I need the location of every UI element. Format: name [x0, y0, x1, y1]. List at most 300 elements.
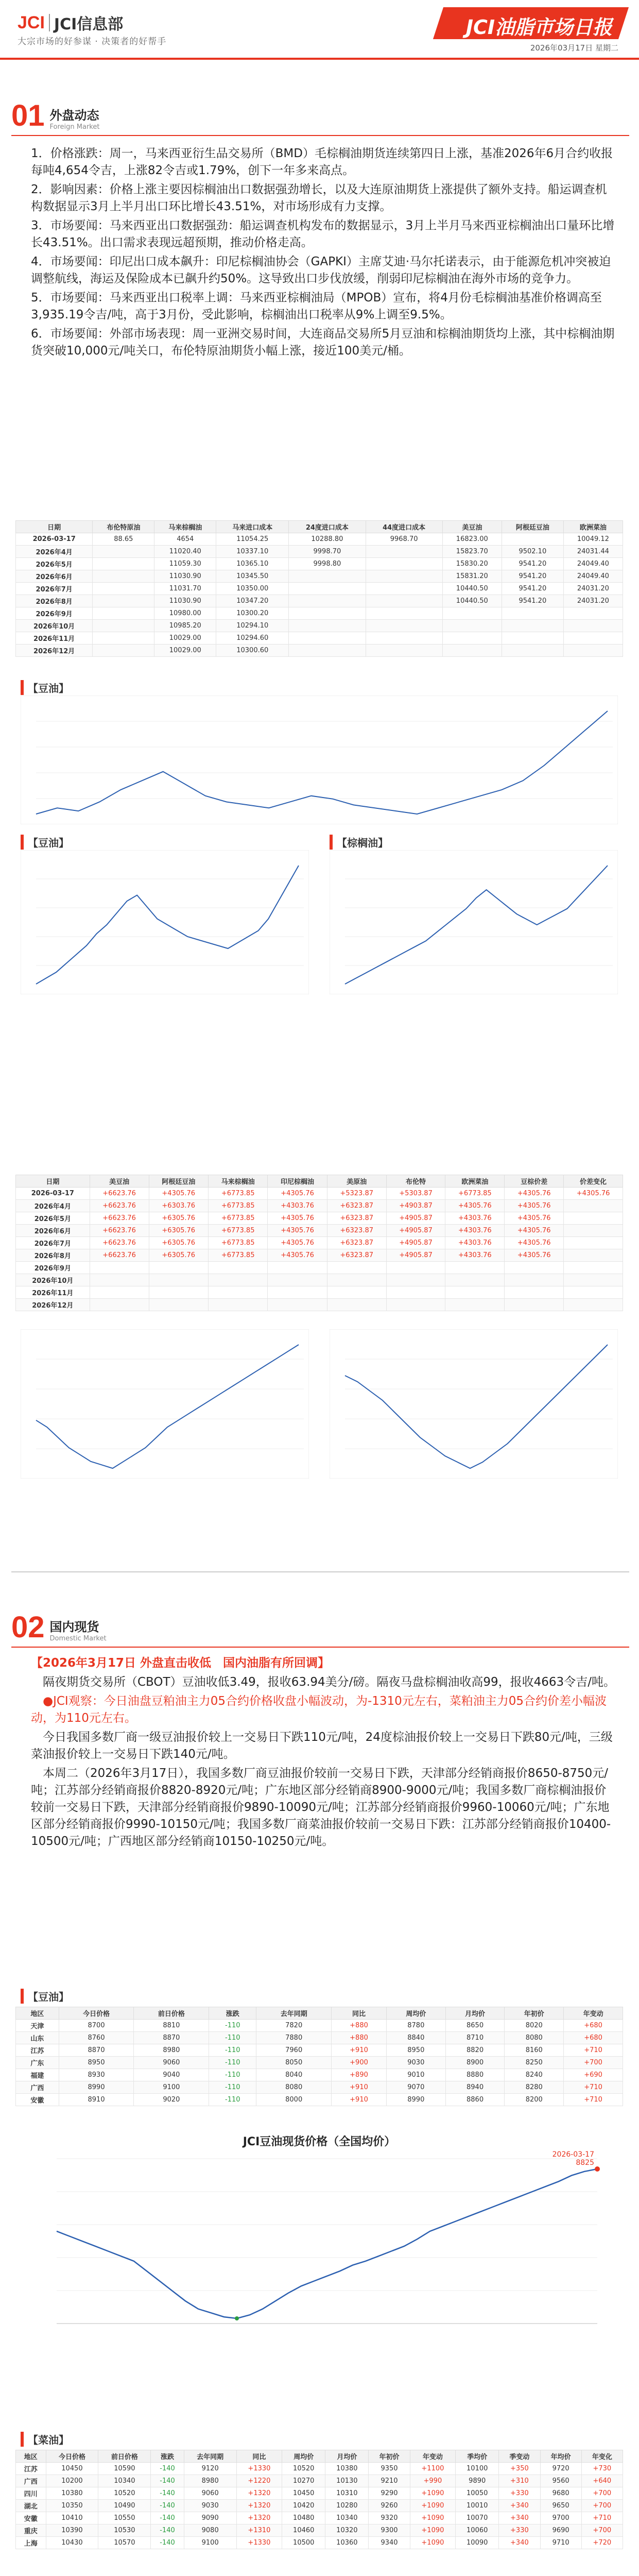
- table-cell: 福建: [16, 2069, 59, 2081]
- rapeseed-price-table: [15, 2450, 623, 2549]
- table-cell: +710: [564, 2094, 623, 2106]
- table-cell: [268, 1286, 327, 1299]
- table-cell: 江苏: [16, 2044, 59, 2057]
- rapeseed-tag: 【菜油】: [21, 2432, 69, 2447]
- table-cell: 8760: [59, 2032, 134, 2044]
- table-cell: +1330: [236, 2463, 282, 2475]
- table-cell: +4903.87: [386, 1200, 445, 1212]
- table-cell: +330: [499, 2487, 540, 2500]
- column-header: 美豆油: [442, 521, 502, 533]
- column-header: 前日价格: [134, 2007, 209, 2020]
- column-header: 24度进口成本: [289, 521, 366, 533]
- table-cell: [327, 1299, 386, 1311]
- table-cell: -110: [209, 2057, 256, 2069]
- soy-price-chart: [21, 2128, 618, 2344]
- table-cell: +1330: [236, 2537, 282, 2549]
- table-cell: +4305.76: [268, 1225, 327, 1237]
- table-cell: 10980.00: [154, 607, 216, 620]
- column-header: 欧洲菜油: [445, 1175, 505, 1188]
- table-cell: 9710: [540, 2537, 581, 2549]
- table-cell: 9890: [456, 2475, 499, 2487]
- table-cell: [386, 1262, 445, 1274]
- table-cell: 24031.20: [563, 595, 623, 607]
- commentary-item: 本周二（2026年3月17日），我国多数厂商豆油报价较前一交易日下跌，天津部分经销商报价8650-8750元/吨；江苏部分经销商报价8820-8920元/吨；广东地区部分经销商8900-9000元/吨；我国多数厂商棕榈油报价较前一交易日下跌，天津部分经销商报价9890-10090元/吨；江苏部分经销商报价9960-10060元/吨；广东地区部分经销商报价9990-10150元/吨；我国多数厂商菜油报价较前一交易日下跌：江苏部分经销商报价10400-10500元/吨；广西地区部分经销商10150-10250元/吨。: [31, 1767, 611, 1848]
- table-cell: +4305.76: [149, 1188, 208, 1200]
- table-cell: +340: [499, 2500, 540, 2512]
- table-cell: +730: [581, 2463, 623, 2475]
- table-cell: 10310: [325, 2487, 369, 2500]
- table-cell: 2026-03-17: [16, 1188, 90, 1200]
- table-cell: 10420: [282, 2500, 325, 2512]
- table-cell: 10450: [282, 2487, 325, 2500]
- table-cell: 2026年5月: [16, 558, 93, 570]
- table-cell: 8240: [505, 2069, 564, 2081]
- table-cell: +4303.76: [445, 1249, 505, 1262]
- table-cell: 10294.60: [216, 632, 289, 645]
- table-row: [16, 2020, 623, 2032]
- table-cell: +4305.76: [505, 1237, 564, 1249]
- table-cell: -140: [151, 2524, 184, 2537]
- table-cell: 9260: [369, 2500, 410, 2512]
- table-cell: 10345.50: [216, 570, 289, 583]
- table-cell: 8870: [134, 2032, 209, 2044]
- table-cell: +910: [332, 2044, 387, 2057]
- report-title: JCI油脂市场日报: [465, 16, 612, 39]
- table-cell: 24031.20: [563, 583, 623, 595]
- table-cell: 9010: [386, 2069, 445, 2081]
- table-cell: +710: [564, 2044, 623, 2057]
- table-cell: +710: [581, 2512, 623, 2524]
- table-cell: [289, 620, 366, 632]
- table-cell: +910: [332, 2081, 387, 2094]
- column-header: 豆棕价差: [505, 1175, 564, 1188]
- table-row: [16, 645, 623, 657]
- table-cell: 9320: [369, 2512, 410, 2524]
- table-cell: 10340: [98, 2475, 151, 2487]
- table-cell: -140: [151, 2475, 184, 2487]
- table-row: [16, 558, 623, 570]
- news-item: 5．市场要闻：马来西亚出口税率上调：马来西亚棕榈油局（MPOB）宣布，将4月份毛棕榈油基准价格调高至3,935.19令吉/吨，高于3月份，受此影响，棕榈油出口税率从9%上调至9.5%。: [31, 291, 602, 321]
- table-row: [16, 1262, 623, 1274]
- table-cell: +700: [581, 2500, 623, 2512]
- header-divider: [0, 58, 639, 60]
- rapeseed-price-chart: [21, 2571, 618, 2576]
- table-row: [16, 533, 623, 546]
- table-cell: -110: [209, 2081, 256, 2094]
- table-cell: 9541.20: [502, 583, 563, 595]
- table-cell: 2026年11月: [16, 1286, 90, 1299]
- column-header: 欧洲菜油: [563, 521, 623, 533]
- column-header: 月均价: [325, 2450, 369, 2463]
- table-cell: 2026年10月: [16, 620, 93, 632]
- table-cell: 2026年9月: [16, 1262, 90, 1274]
- logo-mark: JCI: [18, 12, 45, 32]
- table-cell: +880: [332, 2032, 387, 2044]
- table-cell: [505, 1262, 564, 1274]
- table-cell: 8810: [134, 2020, 209, 2032]
- column-header: 年变动: [410, 2450, 456, 2463]
- table-cell: 11020.40: [154, 546, 216, 558]
- table-cell: [327, 1274, 386, 1286]
- section-1-divider: [11, 135, 629, 136]
- table-cell: +690: [564, 2069, 623, 2081]
- table-cell: [93, 645, 154, 657]
- column-header: 同比: [236, 2450, 282, 2463]
- table-cell: [268, 1274, 327, 1286]
- column-header: 今日价格: [46, 2450, 98, 2463]
- table-row: [16, 595, 623, 607]
- table-cell: [90, 1262, 149, 1274]
- table-cell: [327, 1286, 386, 1299]
- header: [0, 0, 639, 57]
- table-cell: [289, 583, 366, 595]
- table-cell: +6323.87: [327, 1225, 386, 1237]
- table-cell: 9080: [184, 2524, 236, 2537]
- table-cell: [327, 1262, 386, 1274]
- table-cell: 9060: [184, 2487, 236, 2500]
- table-cell: 8200: [505, 2094, 564, 2106]
- table-cell: +310: [499, 2475, 540, 2487]
- table-cell: +340: [499, 2537, 540, 2549]
- table-row: [16, 1225, 623, 1237]
- table-row: [16, 632, 623, 645]
- column-header: 周均价: [282, 2450, 325, 2463]
- soy-tag: 【豆油】: [21, 1989, 69, 2004]
- table-cell: 10200: [46, 2475, 98, 2487]
- table-cell: 9300: [369, 2524, 410, 2537]
- table-cell: +6773.85: [208, 1237, 267, 1249]
- table-cell: +700: [581, 2524, 623, 2537]
- table-cell: +4305.76: [268, 1212, 327, 1225]
- table-cell: [564, 1212, 623, 1225]
- table-cell: 10430: [46, 2537, 98, 2549]
- table-cell: 10270: [282, 2475, 325, 2487]
- report-date: 2026年03月17日 星期二: [530, 43, 618, 53]
- table-cell: 9541.20: [502, 570, 563, 583]
- table-cell: 10320: [325, 2524, 369, 2537]
- column-header: 今日价格: [59, 2007, 134, 2020]
- table-cell: 88.65: [93, 533, 154, 546]
- table-cell: 9998.80: [289, 558, 366, 570]
- table-cell: +4305.76: [564, 1188, 623, 1200]
- table-cell: +4305.76: [268, 1188, 327, 1200]
- column-header: 周均价: [386, 2007, 445, 2020]
- table-cell: 11059.30: [154, 558, 216, 570]
- table-cell: -110: [209, 2020, 256, 2032]
- table-cell: 9690: [540, 2524, 581, 2537]
- table-cell: 8870: [59, 2044, 134, 2057]
- table-cell: 8080: [256, 2081, 332, 2094]
- section-title: 外盘动态: [49, 108, 99, 123]
- table-cell: 10130: [325, 2475, 369, 2487]
- column-header: 季均价: [456, 2450, 499, 2463]
- table-cell: 10294.10: [216, 620, 289, 632]
- table-cell: +1320: [236, 2487, 282, 2500]
- table-cell: +6623.76: [90, 1249, 149, 1262]
- news-list: [31, 145, 618, 362]
- table-cell: [564, 1225, 623, 1237]
- table-cell: 8900: [445, 2057, 505, 2069]
- table-cell: [366, 620, 442, 632]
- chart-title: JCI豆油现货价格（全国均价）: [243, 2136, 396, 2148]
- table-cell: 8860: [445, 2094, 505, 2106]
- section-subtitle: Foreign Market: [49, 123, 100, 131]
- table-cell: +1310: [236, 2524, 282, 2537]
- table-cell: [502, 645, 563, 657]
- table-cell: 10390: [46, 2524, 98, 2537]
- table-cell: +4305.76: [505, 1225, 564, 1237]
- news-item: 3．市场要闻：马来西亚出口数据强劲：船运调查机构发布的数据显示，3月上半月马来西亚棕榈油出口量环比增长43.51%。出口需求表现远超预期，推动价格走高。: [31, 219, 615, 249]
- table-cell: 安徽: [16, 2094, 59, 2106]
- table-cell: 2026年12月: [16, 1299, 90, 1311]
- table-cell: +1090: [410, 2487, 456, 2500]
- section-number: 01: [11, 99, 45, 132]
- table-cell: 2026年10月: [16, 1274, 90, 1286]
- latest-point: [595, 2166, 600, 2172]
- panel-tag-soy-2: 【豆油】: [21, 835, 69, 850]
- table-cell: 山东: [16, 2032, 59, 2044]
- table-cell: [93, 607, 154, 620]
- table-cell: 10090: [456, 2537, 499, 2549]
- table-cell: 10300.60: [216, 645, 289, 657]
- table-cell: 10590: [98, 2463, 151, 2475]
- table-cell: 2026年8月: [16, 1249, 90, 1262]
- section-separator: [11, 1571, 629, 1572]
- column-header: 马来进口成本: [216, 521, 289, 533]
- table-cell: +1090: [410, 2537, 456, 2549]
- table-cell: +6303.76: [149, 1200, 208, 1212]
- table-cell: +5323.87: [327, 1188, 386, 1200]
- table-cell: [366, 645, 442, 657]
- table-cell: [564, 1237, 623, 1249]
- section-subtitle: Domestic Market: [49, 1635, 107, 1642]
- section-number: 02: [11, 1611, 45, 1644]
- table-cell: +700: [564, 2057, 623, 2069]
- table-cell: 9100: [184, 2537, 236, 2549]
- table-cell: [289, 632, 366, 645]
- table-cell: 广西: [16, 2475, 46, 2487]
- table-cell: 10050: [456, 2487, 499, 2500]
- table-cell: 9998.70: [289, 546, 366, 558]
- table-row: [16, 1188, 623, 1200]
- table-cell: +6623.76: [90, 1212, 149, 1225]
- column-header: 同比: [332, 2007, 387, 2020]
- table-cell: [149, 1286, 208, 1299]
- table-cell: [445, 1274, 505, 1286]
- domestic-commentary: [31, 1655, 618, 1852]
- table-cell: 10550: [98, 2512, 151, 2524]
- table-cell: 9720: [540, 2463, 581, 2475]
- table-cell: +4905.87: [386, 1249, 445, 1262]
- column-header: 去年同期: [184, 2450, 236, 2463]
- table-cell: +4305.76: [505, 1188, 564, 1200]
- table-cell: 8040: [256, 2069, 332, 2081]
- table-cell: 2026年4月: [16, 1200, 90, 1212]
- table-cell: 9030: [184, 2500, 236, 2512]
- table-cell: 上海: [16, 2537, 46, 2549]
- section-1-heading: [11, 101, 99, 131]
- table-cell: +6305.76: [149, 1225, 208, 1237]
- table-cell: 24049.40: [563, 558, 623, 570]
- table-row: [16, 1286, 623, 1299]
- table-cell: [289, 595, 366, 607]
- table-cell: +350: [499, 2463, 540, 2475]
- table-cell: [93, 546, 154, 558]
- commentary-item: 隔夜期货交易所（CBOT）豆油收低3.49，报收63.94美分/磅。隔夜马盘棕榈油收高99，报收4663令吉/吨。: [31, 1675, 615, 1689]
- table-cell: +6305.76: [149, 1249, 208, 1262]
- table-cell: +4905.87: [386, 1225, 445, 1237]
- table-cell: [93, 570, 154, 583]
- table-row: [16, 2524, 623, 2537]
- table-row: [16, 2487, 623, 2500]
- table-cell: [93, 583, 154, 595]
- table-cell: +6623.76: [90, 1200, 149, 1212]
- table-cell: 天津: [16, 2020, 59, 2032]
- table-cell: +6773.85: [208, 1188, 267, 1200]
- table-cell: +6323.87: [327, 1249, 386, 1262]
- table-cell: 8990: [59, 2081, 134, 2094]
- table-cell: 重庆: [16, 2524, 46, 2537]
- table-cell: +6773.85: [208, 1212, 267, 1225]
- table-cell: [563, 620, 623, 632]
- table-cell: +4303.76: [268, 1200, 327, 1212]
- low-point: [235, 2316, 239, 2320]
- latest-value-label: 8825: [576, 2159, 594, 2167]
- table-row: [16, 607, 623, 620]
- table-cell: -140: [151, 2512, 184, 2524]
- table-cell: [149, 1262, 208, 1274]
- table-cell: 9210: [369, 2475, 410, 2487]
- table-cell: 10060: [456, 2524, 499, 2537]
- table-row: [16, 2500, 623, 2512]
- latest-date-label: 2026-03-17: [552, 2150, 594, 2159]
- table-cell: 10347.20: [216, 595, 289, 607]
- table-cell: +880: [332, 2020, 387, 2032]
- table-cell: 10365.10: [216, 558, 289, 570]
- table-cell: +6623.76: [90, 1188, 149, 1200]
- mini-chart-5: [330, 1329, 618, 1479]
- table-cell: 10450: [46, 2463, 98, 2475]
- table-cell: 9502.10: [502, 546, 563, 558]
- table-cell: [502, 632, 563, 645]
- table-cell: [149, 1299, 208, 1311]
- table-cell: -110: [209, 2094, 256, 2106]
- table-cell: 2026年9月: [16, 607, 93, 620]
- column-header: 年变动: [564, 2007, 623, 2020]
- table-cell: 9700: [540, 2512, 581, 2524]
- table-cell: 2026年12月: [16, 645, 93, 657]
- table-cell: [93, 558, 154, 570]
- table-row: [16, 1200, 623, 1212]
- table-cell: +680: [564, 2020, 623, 2032]
- table-cell: [366, 632, 442, 645]
- table-cell: [289, 570, 366, 583]
- column-header: 年初价: [369, 2450, 410, 2463]
- table-cell: [502, 533, 563, 546]
- section-2-divider: [11, 1647, 629, 1648]
- table-cell: [445, 1299, 505, 1311]
- table-row: [16, 2512, 623, 2524]
- column-header: 44度进口成本: [366, 521, 442, 533]
- table-cell: +900: [332, 2057, 387, 2069]
- table-row: [16, 1249, 623, 1262]
- table-cell: 2026年4月: [16, 546, 93, 558]
- logo: [18, 11, 123, 34]
- table-cell: 10500: [282, 2537, 325, 2549]
- column-header: 年变化: [581, 2450, 623, 2463]
- table-cell: +1100: [410, 2463, 456, 2475]
- table-cell: +4303.76: [445, 1237, 505, 1249]
- table-cell: 10100: [456, 2463, 499, 2475]
- table-cell: +330: [499, 2524, 540, 2537]
- table-cell: 江苏: [16, 2463, 46, 2475]
- table-cell: 10029.00: [154, 645, 216, 657]
- table-row: [16, 1237, 623, 1249]
- column-header: 布伦特: [386, 1175, 445, 1188]
- table-cell: 8280: [505, 2081, 564, 2094]
- table-cell: +1320: [236, 2512, 282, 2524]
- table-cell: [563, 632, 623, 645]
- table-cell: [445, 1262, 505, 1274]
- table-cell: 8050: [256, 2057, 332, 2069]
- column-header: 地区: [16, 2450, 46, 2463]
- table-cell: [505, 1286, 564, 1299]
- table-cell: 9290: [369, 2487, 410, 2500]
- table-cell: +6305.76: [149, 1212, 208, 1225]
- table-row: [16, 2537, 623, 2549]
- table-cell: [208, 1299, 267, 1311]
- table-cell: [90, 1286, 149, 1299]
- column-header: 涨跌: [151, 2450, 184, 2463]
- column-header: 美原油: [327, 1175, 386, 1188]
- table-cell: 10570: [98, 2537, 151, 2549]
- table-cell: +710: [564, 2081, 623, 2094]
- news-item: 2．影响因素：价格上涨主要因棕榈油出口数据强劲增长，以及大连原油期货上涨提供了额外支持。船运调查机构数据显示3月上半月出口环比增长43.51%，对市场形成有力支撑。: [31, 183, 607, 213]
- table-cell: 8160: [505, 2044, 564, 2057]
- table-cell: [502, 620, 563, 632]
- table-cell: 15823.70: [442, 546, 502, 558]
- table-cell: 8820: [445, 2044, 505, 2057]
- table-cell: +1090: [410, 2512, 456, 2524]
- table-cell: 10380: [46, 2487, 98, 2500]
- table-cell: +4305.76: [268, 1249, 327, 1262]
- table-cell: +700: [581, 2487, 623, 2500]
- table-cell: 10070: [456, 2512, 499, 2524]
- table-cell: 11030.90: [154, 570, 216, 583]
- table-cell: 10350: [46, 2500, 98, 2512]
- table-cell: 8880: [445, 2069, 505, 2081]
- table-cell: 8950: [59, 2057, 134, 2069]
- table-row: [16, 620, 623, 632]
- table-cell: [386, 1286, 445, 1299]
- column-header: 季变动: [499, 2450, 540, 2463]
- table-cell: -140: [151, 2537, 184, 2549]
- table-cell: 15830.20: [442, 558, 502, 570]
- table-cell: 10520: [282, 2463, 325, 2475]
- table-row: [16, 2475, 623, 2487]
- table-row: [16, 2069, 623, 2081]
- column-header: 日期: [16, 521, 93, 533]
- logo-name: JCI信息部: [54, 15, 124, 33]
- column-header: 去年同期: [256, 2007, 332, 2020]
- table-cell: 9968.70: [366, 533, 442, 546]
- column-header: 马来棕榈油: [154, 521, 216, 533]
- table-cell: 10460: [282, 2524, 325, 2537]
- table-cell: 10340: [325, 2512, 369, 2524]
- table-cell: -110: [209, 2069, 256, 2081]
- soy-price-table: [15, 2007, 623, 2106]
- table-cell: +1320: [236, 2500, 282, 2512]
